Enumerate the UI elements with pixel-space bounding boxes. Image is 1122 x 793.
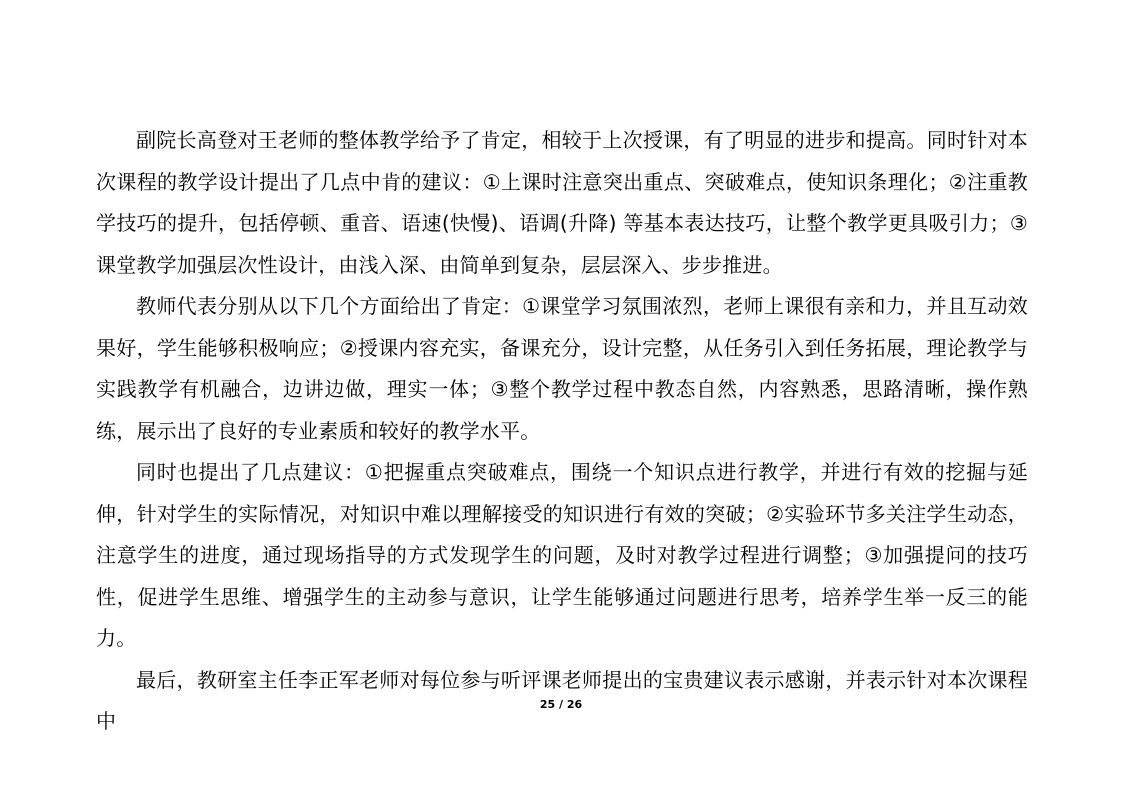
paragraph: 教师代表分别从以下几个方面给出了肯定：①课堂学习氛围浓烈，老师上课很有亲和力，并且互动效果好，学生能够积极响应；②授课内容充实，备课充分，设计完整，从任务引入到任务拓展，理论教学与实践教学有机融合，边讲边做，理实一体；③整个教学过程中教态自然，内容熟悉，思路清晰，操作熟练，展示出了良好的专业素质和较好的教学水平。 — [96, 294, 1028, 443]
paragraph: 同时也提出了几点建议：①把握重点突破难点，围绕一个知识点进行教学，并进行有效的挖掘与延伸，针对学生的实际情况，对知识中难以理解接受的知识进行有效的突破；②实验环节多关注学生动态，注意学生的进度，通过现场指导的方式发现学生的问题，及时对教学过程进行调整；③加强提问的技巧性，促进学生思维、增强学生的主动参与意识，让学生能够通过问题进行思考，培养学生举一反三的能力。 — [96, 460, 1028, 650]
page-number: 25 / 26 — [539, 698, 583, 711]
paragraph: 最后，教研室主任李正军老师对每位参与听评课老师提出的宝贵建议表示感谢，并表示针对本次课程中 — [96, 667, 1028, 733]
document-body — [96, 120, 1028, 743]
paragraph: 副院长高登对王老师的整体教学给予了肯定，相较于上次授课，有了明显的进步和提高。同时针对本次课程的教学设计提出了几点中肯的建议：①上课时注意突出重点、突破难点，使知识条理化；②注重教学技巧的提升，包括停顿、重音、语速(快慢)、语调(升降) 等基本表达技巧，让整个教学更具吸引力；③课堂教学加强层次性设计，由浅入深、由简单到复杂，层层深入、步步推进。 — [96, 128, 1028, 277]
